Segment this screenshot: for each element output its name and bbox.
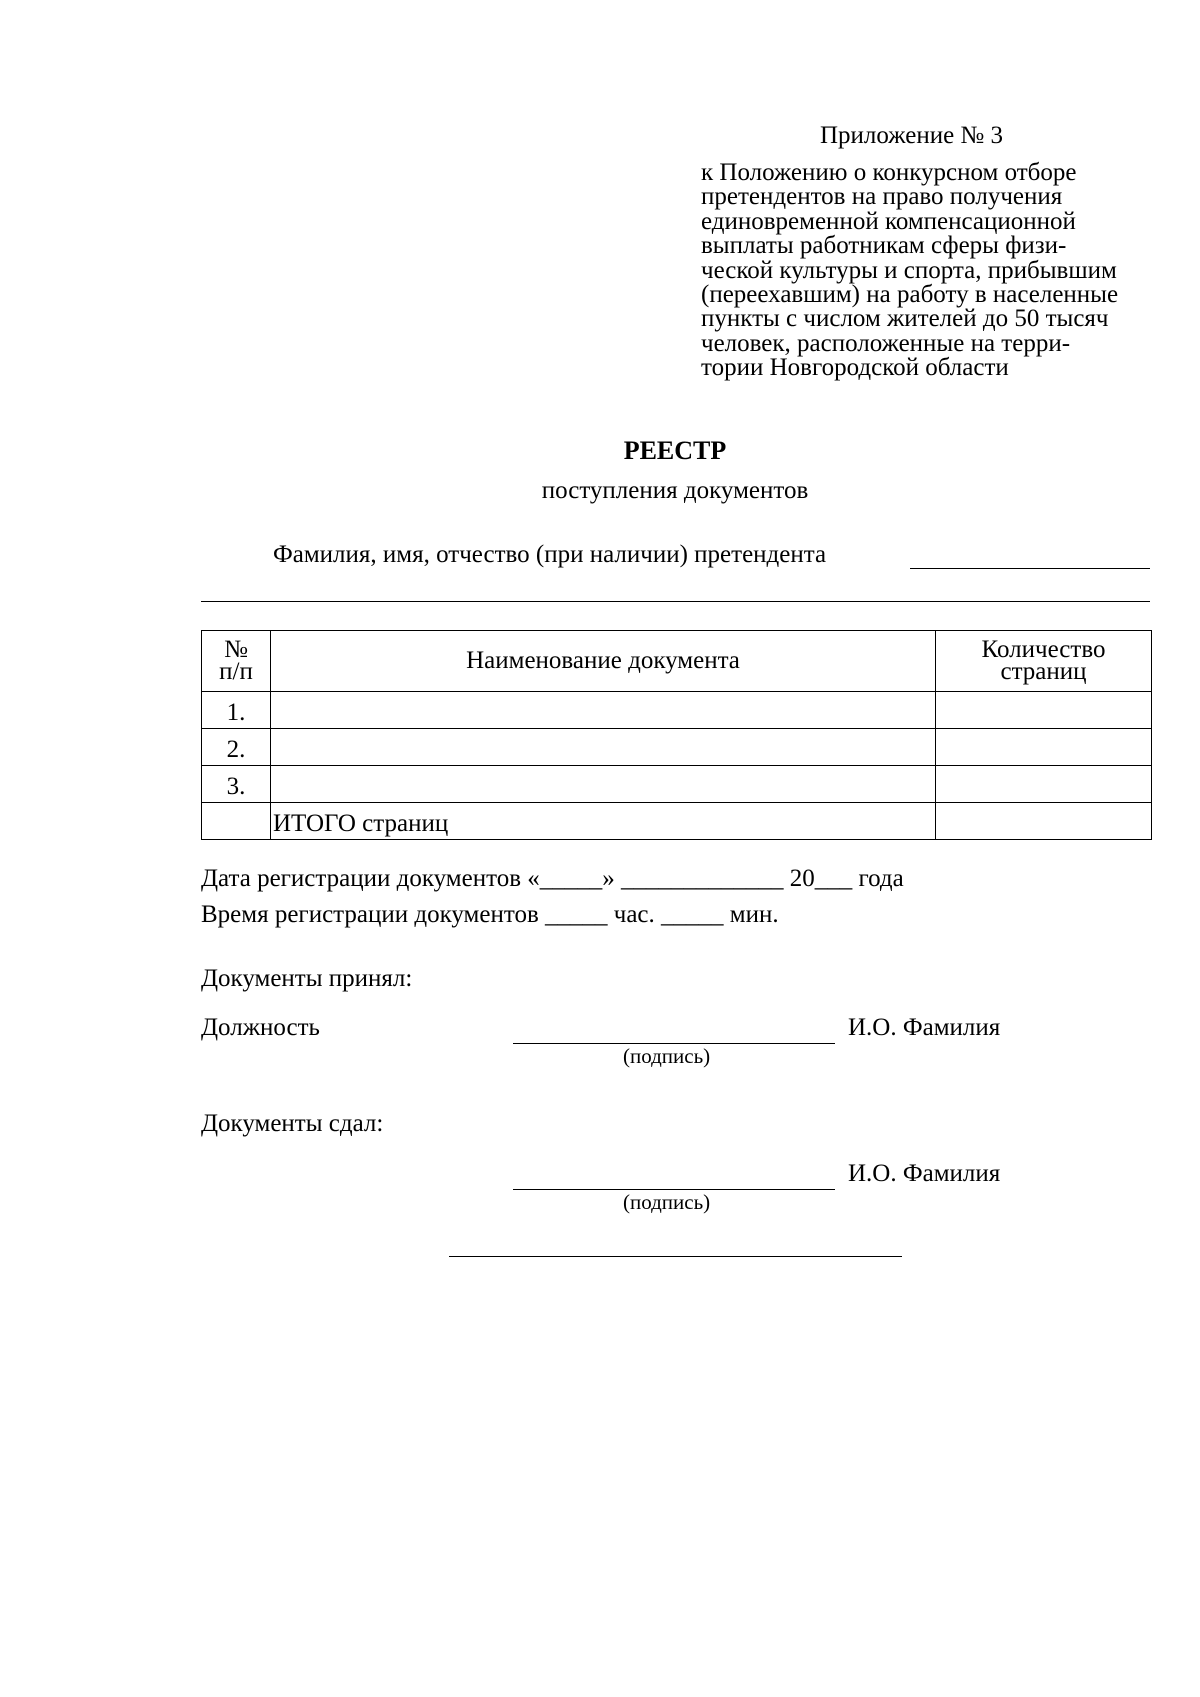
table-total-row [202, 803, 1152, 840]
total-pages-cell[interactable] [936, 803, 1152, 840]
page-count-cell[interactable] [936, 729, 1152, 766]
registration-date: Дата регистрации документов «_____» _____________ 20___ года [201, 865, 904, 892]
page-count-cell[interactable] [936, 692, 1152, 729]
document-name-cell[interactable] [271, 692, 936, 729]
appendix-line: человек, расположенные на терри- [701, 329, 1071, 357]
appendix-line: пункты с числом жителей до 50 тысяч [701, 305, 1109, 333]
header-page-count-line1: Количество [981, 636, 1106, 663]
accepted-name: И.О. Фамилия [848, 1014, 1001, 1041]
appendix-line: тории Новгородской области [701, 354, 1009, 382]
document-subtitle: поступления документов [541, 477, 809, 504]
appendix-line: выплаты работникам сферы физи- [701, 232, 1067, 260]
header-document-name: Наименование документа [271, 631, 936, 692]
appendix-line: к Положению о конкурсном отборе [701, 159, 1077, 186]
total-label: ИТОГО страниц [271, 803, 936, 840]
document-name-cell[interactable] [271, 766, 936, 803]
position-label: Должность [201, 1014, 320, 1041]
header-number-line1: № [224, 636, 248, 663]
applicant-name-field[interactable] [910, 568, 1150, 569]
appendix-reference [701, 161, 1171, 381]
document-name-cell[interactable] [271, 729, 936, 766]
appendix-title: Приложение № 3 [820, 122, 1004, 149]
table-row [202, 692, 1152, 729]
appendix-line: (переехавшим) на работу в населенные [701, 281, 1119, 309]
header-number-line2: п/п [219, 658, 253, 685]
handed-signature-caption: (подпись) [623, 1190, 711, 1214]
table-header-row [202, 631, 1152, 692]
row-number: 2. [202, 729, 271, 766]
appendix-line: претендентов на право получения [701, 183, 1063, 211]
applicant-label: Фамилия, имя, отчество (при наличии) претендента [273, 541, 827, 568]
total-number-cell [202, 803, 271, 840]
row-number: 1. [202, 692, 271, 729]
documents-table [201, 630, 1152, 840]
table-row [202, 729, 1152, 766]
handed-name: И.О. Фамилия [848, 1160, 1001, 1187]
accepted-signature-caption: (подпись) [623, 1044, 711, 1068]
header-number [202, 631, 271, 692]
header-page-count [936, 631, 1152, 692]
registration-time: Время регистрации документов _____ час. _____ мин. [201, 901, 779, 928]
end-separator-line [449, 1256, 902, 1257]
appendix-line: единовременной компенсационной [701, 207, 1076, 235]
table-row [202, 766, 1152, 803]
applicant-name-field-continuation[interactable] [201, 601, 1150, 602]
page-count-cell[interactable] [936, 766, 1152, 803]
row-number: 3. [202, 766, 271, 803]
document-title: РЕЕСТР [623, 436, 727, 465]
accepted-by-label: Документы принял: [201, 965, 413, 992]
appendix-line: ческой культуры и спорта, прибывшим [701, 256, 1117, 284]
handed-by-label: Документы сдал: [201, 1110, 384, 1137]
header-page-count-line2: страниц [1000, 658, 1087, 685]
